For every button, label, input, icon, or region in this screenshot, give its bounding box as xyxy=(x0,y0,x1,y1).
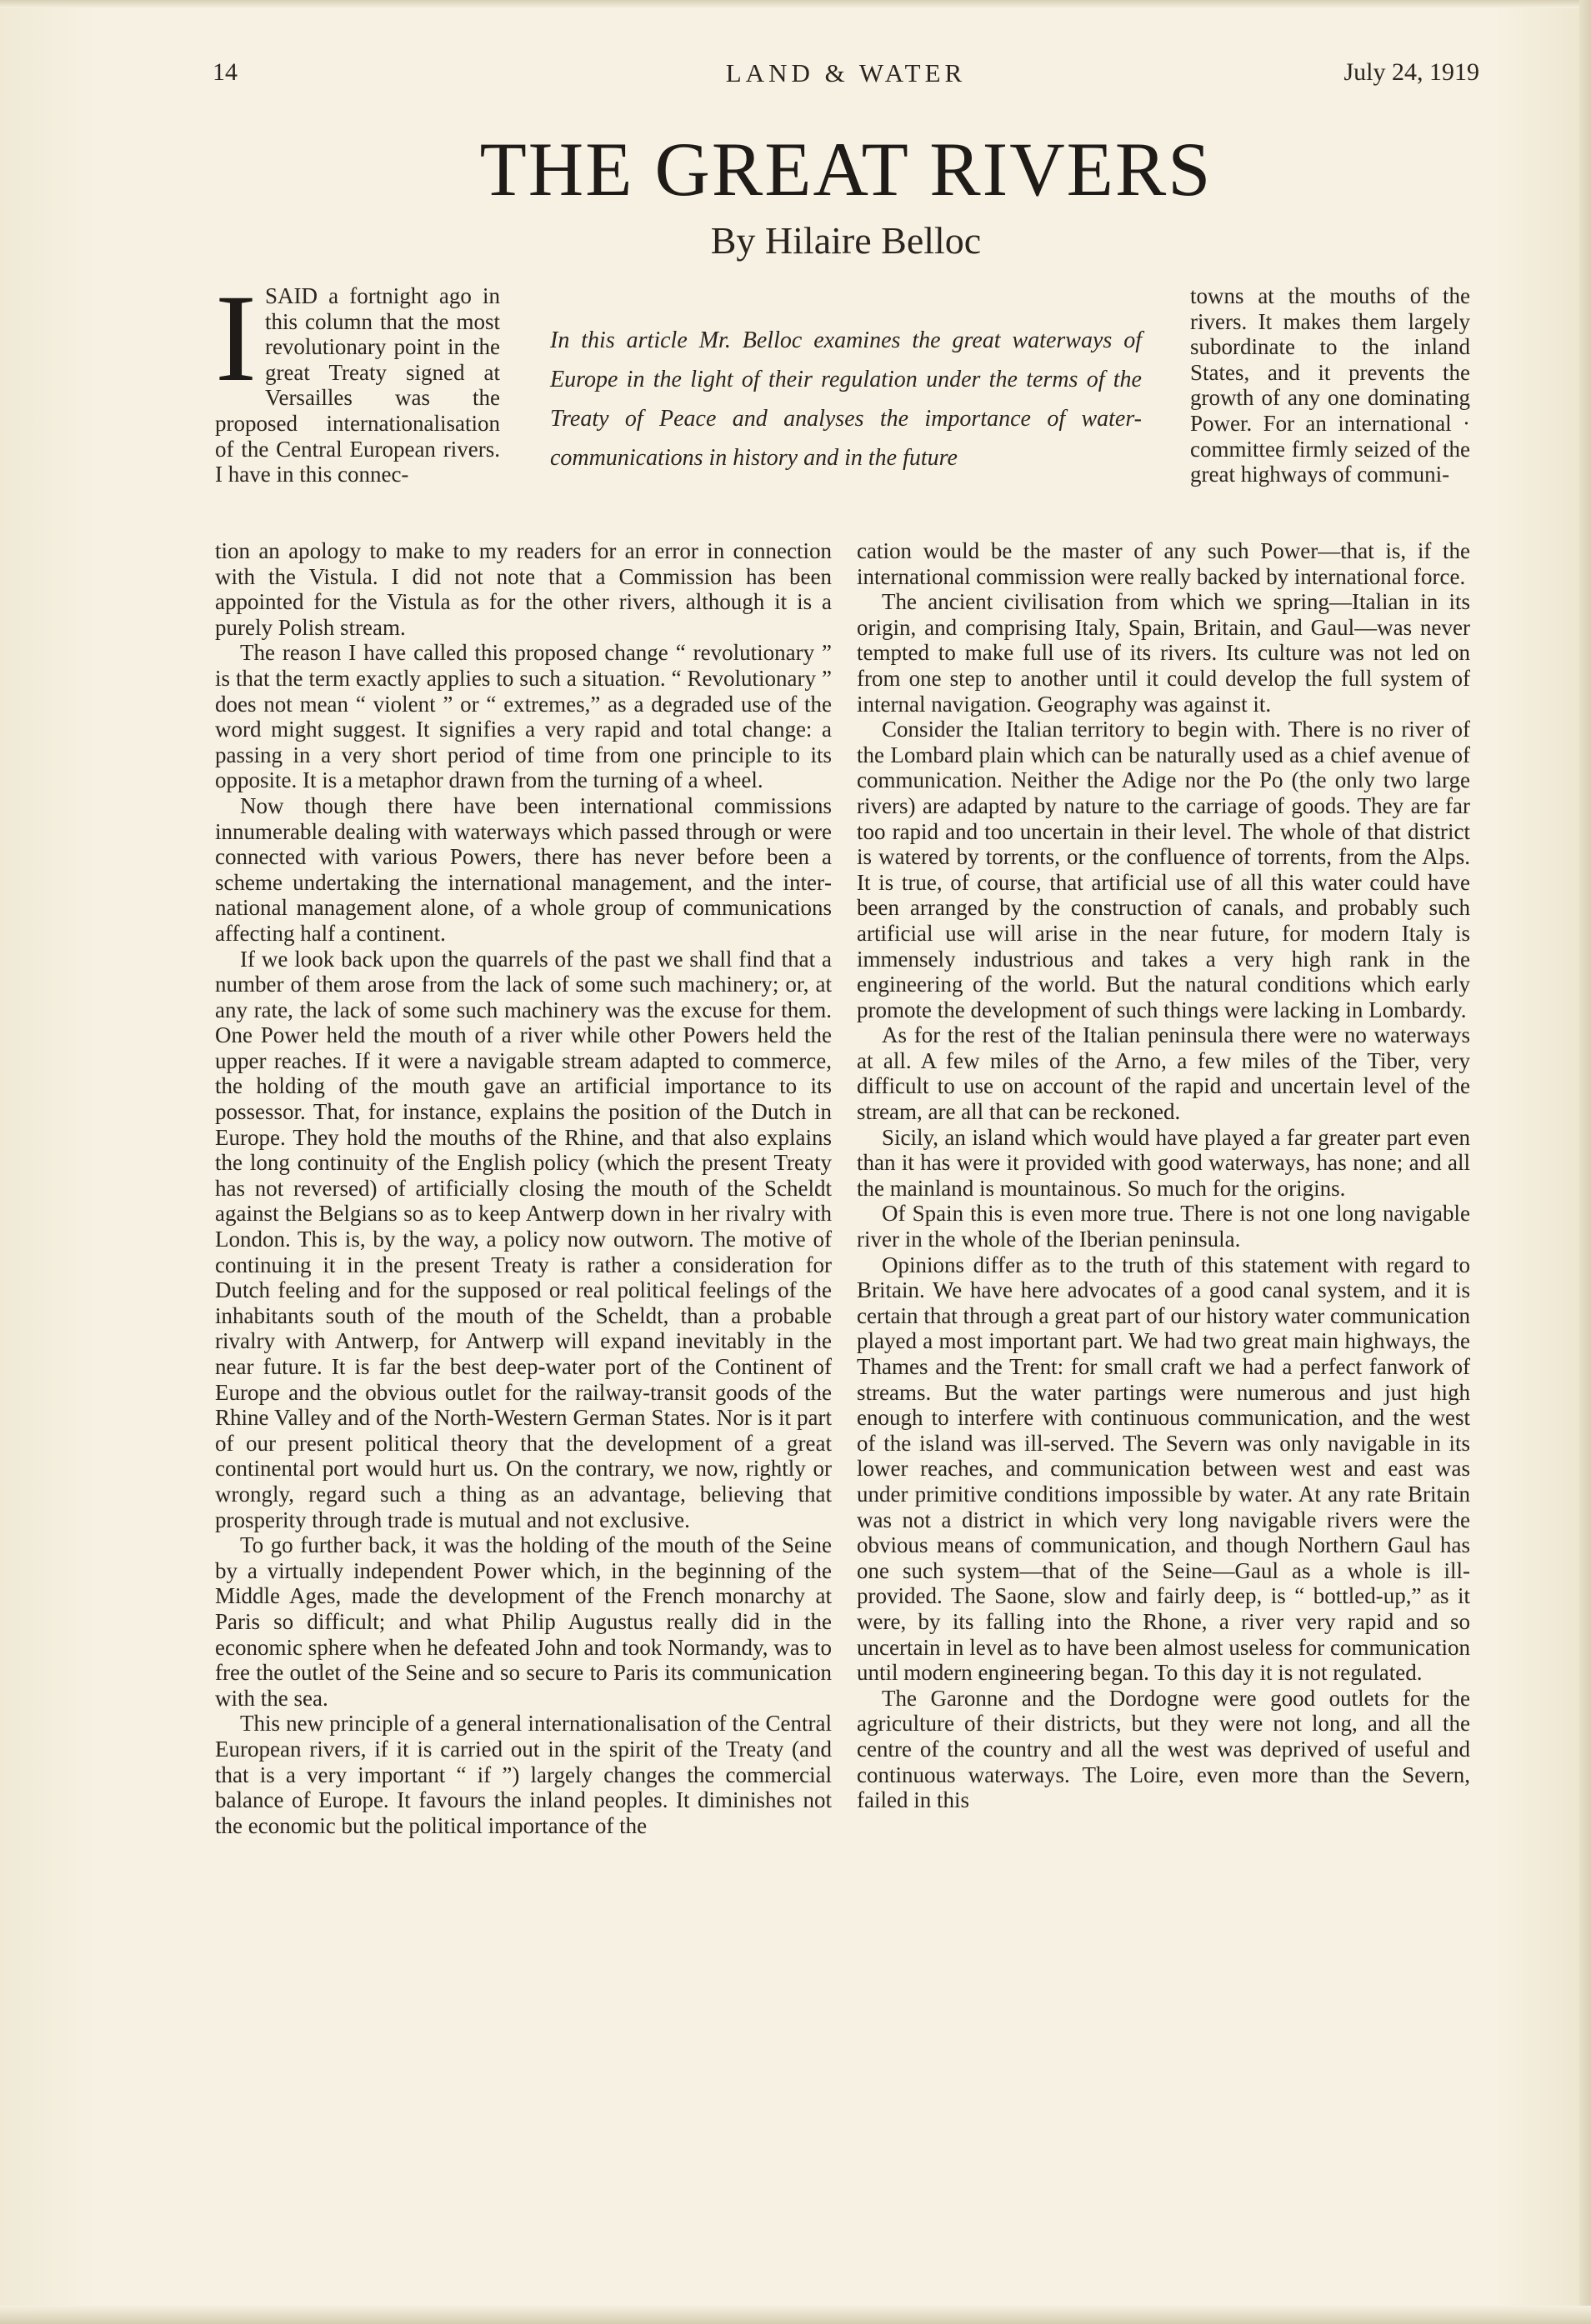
intro-paragraph xyxy=(215,269,500,487)
article-title: THE GREAT RIVERS xyxy=(479,127,1213,212)
page-number: 14 xyxy=(213,58,238,86)
article-byline: By Hilaire Belloc xyxy=(710,219,982,262)
intro-column xyxy=(215,269,500,487)
body-paragraph: The Garonne and the Dordogne were good outlets for the agriculture of their districts, but they were not long, and all the centre of the country and all the west was deprived of useful and continuous waterways. The Loire, even more than the Severn, failed in this xyxy=(857,1685,1470,1813)
running-header xyxy=(213,58,1479,100)
body-paragraph: To go further back, it was the holding of the mouth of the Seine by a virtually independent Power which, in the beginning of the Middle Ages, made the development of the French monarchy at Paris so difficult; and what Philip Augustus really did in the economic sphere when he defeated John and took Normandy, was to free the outlet of the Seine and so secure to Paris its communication with the sea. xyxy=(215,1532,832,1711)
intro-text: SAID a fortnight ago in this column that the most revolutionary point in the great Treaty signed at Versailles was the proposed internationalisation of the Central European rivers. I have in this connec- xyxy=(215,283,500,487)
right-top-column xyxy=(1190,283,1470,487)
body-paragraph: cation would be the master of any such Power—that is, if the international commission were really backed by international force. xyxy=(857,538,1470,589)
page-edge-bottom xyxy=(0,2306,1591,2324)
drop-cap: I xyxy=(215,269,257,407)
body-paragraph: Now though there have been international commissions innumerable dealing with waterways which passed through or were connected with various Powers, there has never before been a scheme undertaking the international management, and the international management alone, of a whole group of communications affecting half a continent. xyxy=(215,792,832,946)
body-paragraph: The ancient civilisation from which we spring—Italian in its origin, and comprising Italy, Spain, Britain, and Gaul—was never tempted to make full use of its rivers. Its culture was not led on from one step to another until it could develop the full system of internal navigation. Geography was against it. xyxy=(857,589,1470,717)
page-edge-top xyxy=(0,0,1591,8)
left-column xyxy=(215,538,832,1838)
magazine-name: LAND & WATER xyxy=(725,58,967,87)
body-paragraph: Opinions differ as to the truth of this statement with regard to Britain. We have here advocates of a good canal system, and it is certain that through a great part of our history water communication played a most important part. We had two great main highways, the Thames and the Trent: for small craft we had a perfect fanwork of streams. But the water partings were numerous and just high enough to interfere with continuous communication, and the west of the island was ill-served. The Severn was only navigable in its lower reaches, and communication between west and east was under primitive conditions impossible by water. At any rate Britain was not a district in which very long navigable rivers were the obvious means of communication, and though Northern Gaul has one such system—that of the Seine—Gaul as a whole is ill-provided. The Saone, slow and fairly deep, is “ bottled-up,” as it were, by its falling into the Rhone, a river very rapid and so uncertain in level as to have been almost useless for communication until modern engineering began. To this day it is not regulated. xyxy=(857,1252,1470,1686)
body-paragraph: tion an apology to make to my readers for an error in connection with the Vistula. I did not note that a Commission has been appointed for the Vistula as for the other rivers, although it is a purely Polish stream. xyxy=(215,538,832,640)
body-paragraph: If we look back upon the quarrels of the past we shall find that a number of them arose from the lack of some such machinery; or, at any rate, the lack of some such machinery was the excuse for them. One Power held the mouth of a river while other Powers held the upper reaches. If it were a navigable stream adapted to commerce, the holding of the mouth gave an artificial importance to its possessor. That, for instance, explains the position of the Dutch in Europe. They hold the mouths of the Rhine, and that also explains the long continuity of the English policy (which the present Treaty has not reversed) of artificially closing the mouth of the Scheldt against the Belgians so as to keep Antwerp down in her rivalry with London. This is, by the way, a policy now outworn. The motive of continuing it in the present Treaty is rather a consideration for Dutch feeling and for the supposed or real political feelings of the inhabitants south of the mouth of the Scheldt, than a probable rivalry with Antwerp, for Antwerp will expand inevitably in the near future. It is far the best deep-water port of the Continent of Europe and the obvious outlet for the railway-transit goods of the Rhine Valley and of the North-Western German States. Nor is it part of our present political theory that the development of a great continental port would hurt us. On the contrary, we now, rightly or wrongly, regard such a thing as an advantage, believing that prosperity through trade is mutual and not exclusive. xyxy=(215,946,832,1532)
page-edge-right xyxy=(1579,0,1591,2324)
body-paragraph: Sicily, an island which would have played a far greater part even than it has were it provided with good waterways, has none; and all the mainland is mountainous. So much for the origins. xyxy=(857,1124,1470,1201)
body-paragraph: Of Spain this is even more true. There is not one long navigable river in the whole of the Iberian peninsula. xyxy=(857,1201,1470,1252)
article-abstract: In this article Mr. Belloc examines the great waterways of Europe in the light of their regulation under the terms of the Treaty of Peace and analyses the importance of water-communications in history and in the future xyxy=(550,327,1142,471)
body-paragraph: This new principle of a general internationalisation of the Central European rivers, if it is carried out in the spirit of the Treaty (and that is a very important “ if ”) largely changes the commercial balance of Europe. It favours the inland peoples. It diminishes not the economic but the political importance of the xyxy=(215,1711,832,1838)
right-top-paragraph: towns at the mouths of the rivers. It makes them largely subordinate to the inland States, and it prevents the growth of any one dominating Power. For an international · committee firmly seized of the great highways of communi- xyxy=(1190,283,1470,487)
right-column xyxy=(857,538,1470,1813)
issue-date: July 24, 1919 xyxy=(1343,58,1479,86)
body-paragraph: Consider the Italian territory to begin with. There is no river of the Lombard plain which can be naturally used as a chief avenue of communication. Neither the Adige nor the Po (the only two large rivers) are adapted by nature to the carriage of goods. They are far too rapid and too uncertain in their level. The whole of that district is watered by torrents, or the confluence of torrents, from the Alps. It is true, of course, that artificial use of all this water could have been arranged by the construction of canals, and probably such artificial use will arise in the near future, for modern Italy is immensely industrious and takes a very high rank in the engineering of the world. But the natural conditions which early promote the development of such things were lacking in Lombardy. xyxy=(857,717,1470,1022)
body-paragraph: As for the rest of the Italian peninsula there were no waterways at all. A few miles of the Arno, a few miles of the Tiber, very difficult to use on account of the rapid and uncertain level of the stream, are all that can be reckoned. xyxy=(857,1022,1470,1125)
body-paragraph: The reason I have called this proposed change “ revolutionary ” is that the term exactly applies to such a situation. “ Revolutionary ” does not mean “ violent ” or “ extremes,” as a degraded use of the word might suggest. It signifies a very rapid and total change: a passing in a very short period of time from one principle to its opposite. It is a metaphor drawn from the turning of a wheel. xyxy=(215,640,832,793)
